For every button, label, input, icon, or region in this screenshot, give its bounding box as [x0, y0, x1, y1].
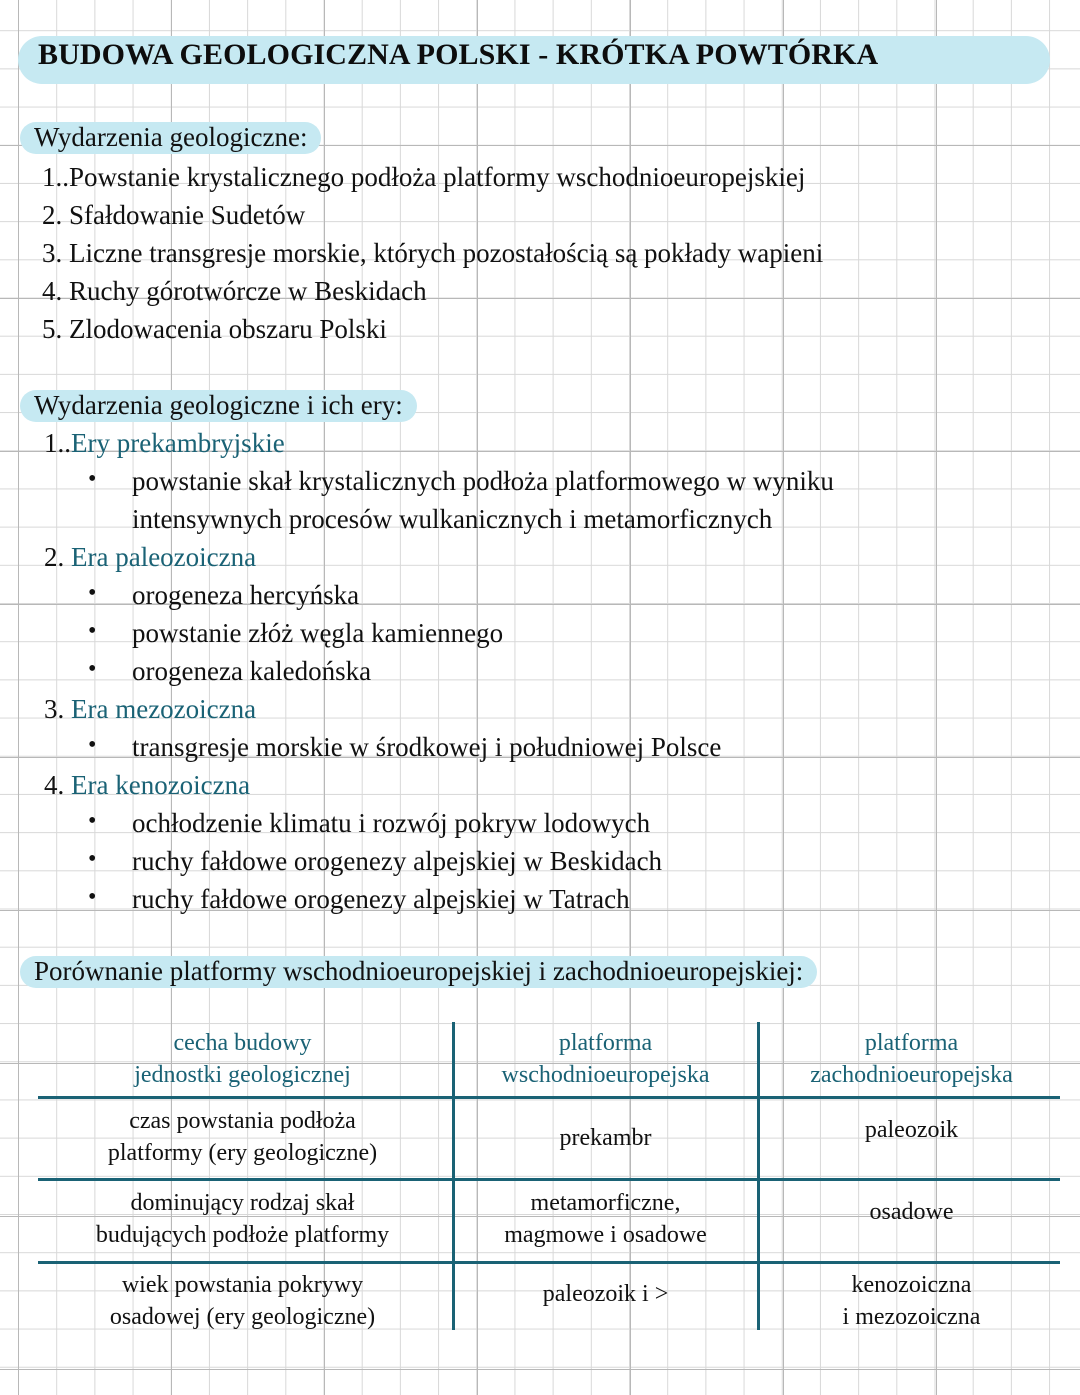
section-heading-compare: [20, 956, 817, 988]
section-heading-eras: [20, 390, 417, 422]
events-item-1-text: Powstanie krystalicznego podłoża platformy wschodnioeuropejskiej: [69, 162, 806, 192]
era-4-bullet-1-text: ochłodzenie klimatu i rozwój pokryw lodowych: [132, 808, 651, 838]
table-row-3-feature: [40, 1270, 445, 1333]
bullet-dot-icon: •: [88, 884, 97, 910]
table-row-3-feature-line2: osadowej (ery geologiczne): [109, 1303, 376, 1330]
era-1-heading: [44, 428, 285, 459]
table-header-feature-line1: cecha budowy: [173, 1030, 312, 1056]
table-row-1-east: [458, 1123, 753, 1155]
bullet-dot-icon: •: [88, 656, 97, 682]
bullet-dot-icon: •: [88, 618, 97, 644]
era-4-heading: [44, 770, 250, 801]
table-row-1-feature-line1: czas powstania podłoża: [129, 1108, 356, 1134]
table-row-1-feature: [40, 1106, 445, 1169]
era-2-heading: [44, 542, 256, 573]
events-item-1-marker: 1..: [42, 162, 69, 192]
table-row-1-feature-line2: platformy (ery geologiczne): [107, 1139, 378, 1166]
events-item-3: [42, 238, 823, 269]
table-row-2-feature: [40, 1188, 445, 1251]
table-vertical-divider-2: [757, 1022, 760, 1330]
table-header-east: [458, 1028, 753, 1091]
events-item-4-marker: 4.: [42, 276, 63, 306]
table-row-2-west-line1: osadowe: [869, 1199, 954, 1225]
bullet-dot-icon: •: [88, 580, 97, 606]
table-header-feature: [40, 1028, 445, 1091]
era-1-name: Ery prekambryjskie: [71, 428, 285, 458]
bullet-dot-icon: •: [88, 466, 97, 492]
table-rule-under-row-2: [38, 1261, 1060, 1264]
era-2-name: Era paleozoiczna: [71, 542, 257, 572]
table-row-2-east-line1: metamorficzne,: [530, 1190, 681, 1216]
table-row-2-east-line2: magmowe i osadowe: [504, 1221, 707, 1248]
section-heading-eras-text: Wydarzenia geologiczne i ich ery:: [20, 390, 417, 422]
table-row-2-feature-line1: dominujący rodzaj skał: [130, 1190, 355, 1216]
table-rule-under-header: [38, 1096, 1060, 1099]
events-item-3-marker: 3.: [42, 238, 63, 268]
section-heading-compare-text: Porównanie platformy wschodnioeuropejskiej i zachodnioeuropejskiej:: [20, 956, 817, 988]
events-item-5-marker: 5.: [42, 314, 63, 344]
table-rule-under-row-1: [38, 1178, 1060, 1181]
era-1-bullet-1-text: powstanie skał krystalicznych podłoża platformowego w wyniku: [132, 466, 834, 496]
table-header-east-line2: wschodnioeuropejska: [501, 1061, 710, 1088]
table-row-3-east: [458, 1279, 753, 1311]
events-item-4-text: Ruchy górotwórcze w Beskidach: [69, 276, 427, 306]
era-1-bullet-1-cont-text: intensywnych procesów wulkanicznych i metamorficznych: [132, 504, 773, 534]
era-3-name: Era mezozoiczna: [71, 694, 257, 724]
era-2-marker: 2.: [44, 542, 65, 572]
era-4-marker: 4.: [44, 770, 65, 800]
era-1-marker: 1..: [44, 428, 71, 458]
page-title: BUDOWA GEOLOGICZNA POLSKI - KRÓTKA POWTÓRKA: [38, 38, 879, 71]
era-2-bullet-2-text: powstanie złóż węgla kamiennego: [132, 618, 504, 648]
table-row-3-west: [763, 1270, 1060, 1333]
table-header-east-line1: platforma: [558, 1030, 653, 1056]
events-item-2: [42, 200, 305, 231]
table-header-feature-line2: jednostki geologicznej: [134, 1061, 351, 1088]
events-item-5: [42, 314, 387, 345]
table-row-3-feature-line1: wiek powstania pokrywy: [121, 1272, 364, 1298]
bullet-dot-icon: •: [88, 846, 97, 872]
section-heading-events-text: Wydarzenia geologiczne:: [20, 122, 321, 154]
table-row-2-east: [458, 1188, 753, 1251]
era-3-heading: [44, 694, 256, 725]
table-header-west: [763, 1028, 1060, 1091]
table-row-3-west-line2: i mezozoiczna: [842, 1303, 981, 1330]
table-row-1-west-line1: paleozoik: [864, 1117, 959, 1143]
era-4-bullet-3-text: ruchy fałdowe orogenezy alpejskiej w Tatrach: [132, 884, 630, 914]
era-2-bullet-3-text: orogeneza kaledońska: [132, 656, 372, 686]
table-row-3-west-line1: kenozoiczna: [851, 1272, 972, 1298]
table-row-2-west: [763, 1197, 1060, 1229]
table-header-west-line1: platforma: [864, 1030, 959, 1056]
events-item-2-text: Sfałdowanie Sudetów: [69, 200, 306, 230]
section-heading-events: [20, 122, 321, 154]
events-item-2-marker: 2.: [42, 200, 63, 230]
table-vertical-divider-1: [452, 1022, 455, 1330]
era-4-bullet-2-text: ruchy fałdowe orogenezy alpejskiej w Beskidach: [132, 846, 663, 876]
table-row-1-west: [763, 1115, 1060, 1147]
era-2-bullet-1-text: orogeneza hercyńska: [132, 580, 360, 610]
table-row-3-east-line1: paleozoik i >: [542, 1281, 669, 1307]
events-item-3-text: Liczne transgresje morskie, których pozostałością są pokłady wapieni: [69, 238, 824, 268]
era-4-name: Era kenozoiczna: [71, 770, 251, 800]
table-row-2-feature-line2: budujących podłoże platformy: [95, 1221, 390, 1248]
era-3-marker: 3.: [44, 694, 65, 724]
bullet-dot-icon: •: [88, 732, 97, 758]
table-row-1-east-line1: prekambr: [559, 1125, 652, 1151]
bullet-dot-icon: •: [88, 808, 97, 834]
era-3-bullet-1-text: transgresje morskie w środkowej i południowej Polsce: [132, 732, 722, 762]
table-header-west-line2: zachodnioeuropejska: [810, 1061, 1013, 1088]
events-item-1: [42, 162, 805, 193]
events-item-4: [42, 276, 427, 307]
events-item-5-text: Zlodowacenia obszaru Polski: [69, 314, 387, 344]
